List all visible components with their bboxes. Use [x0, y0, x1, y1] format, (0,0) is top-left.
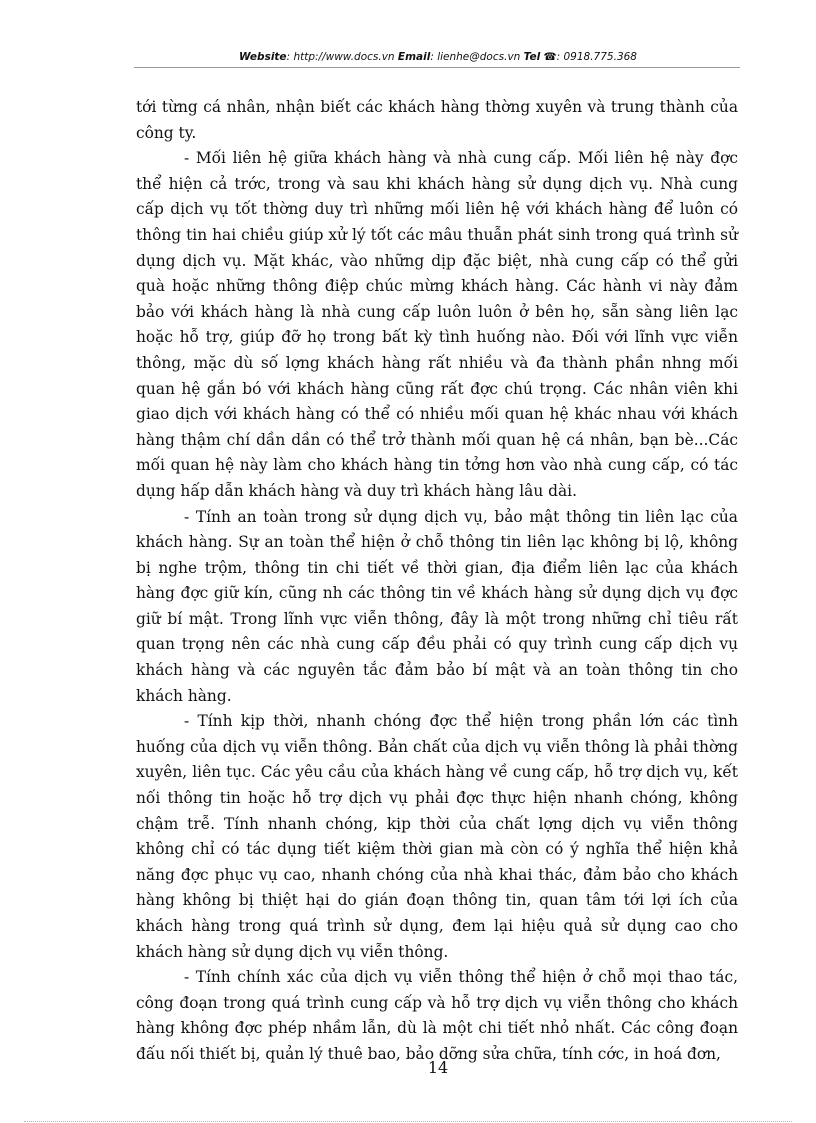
- page-header: [136, 50, 740, 64]
- document-body: [136, 95, 738, 1068]
- paragraph-customer-relationship: - Mối liên hệ giữa khách hàng và nhà cung cấp. Mối liên hệ này đợc thể hiện cả trớc, trong và sau khi khách hàng sử dụng dịch vụ. Nhà cung cấp dịch vụ tốt thờng duy trì những mối liên hệ với khách hàng để luôn có thông tin hai chiều giúp xử lý tốt các mâu thuẫn phát sinh trong quá trình sử dụng dịch vụ. Mặt khác, vào những dịp đặc biệt, nhà cung cấp có thể gửi quà hoặc những thông điệp chúc mừng khách hàng. Các hành vi này đảm bảo với khách hàng là nhà cung cấp luôn luôn ở bên họ, sẵn sàng liên lạc hoặc hỗ trợ, giúp đỡ họ trong bất kỳ tình huống nào. Đối với lĩnh vực viễn thông, mặc dù số lợng khách hàng rất nhiều và đa thành phần nhng mối quan hệ gắn bó với khách hàng cũng rất đợc chú trọng. Các nhân viên khi giao dịch với khách hàng có thể có nhiều mối quan hệ khác nhau với khách hàng thậm chí dần dần có thể trở thành mối quan hệ cá nhân, bạn bè...Các mối quan hệ này làm cho khách hàng tin tởng hơn vào nhà cung cấp, có tác dụng hấp dẫn khách hàng và duy trì khách hàng lâu dài.: [136, 149, 738, 500]
- email-label: Email: [397, 51, 431, 63]
- tel-label: Tel: [523, 51, 541, 63]
- paragraph-continuation: tới từng cá nhân, nhận biết các khách hàng thờng xuyên và trung thành của công ty.: [136, 98, 738, 142]
- page-number: 14: [427, 1058, 449, 1077]
- header-divider: [134, 67, 740, 68]
- footer-divider: [24, 1121, 792, 1122]
- website-url: : http://www.docs.vn: [286, 51, 395, 63]
- paragraph-timeliness: - Tính kịp thời, nhanh chóng đợc thể hiện trong phần lớn các tình huống của dịch vụ viễn thông. Bản chất của dịch vụ viễn thông là phải thờng xuyên, liên tục. Các yêu cầu của khách hàng về cung cấp, hỗ trợ dịch vụ, kết nối thông tin hoặc hỗ trợ dịch vụ phải đợc thực hiện nhanh chóng, không chậm trễ. Tính nhanh chóng, kịp thời của chất lợng dịch vụ viễn thông không chỉ có tác dụng tiết kiệm thời gian mà còn có ý nghĩa thể hiện khả năng đợc phục vụ cao, nhanh chóng của nhà khai thác, đảm bảo cho khách hàng không bị thiệt hại do gián đoạn thông tin, quan tâm tới lợi ích của khách hàng trong quá trình sử dụng, đem lại hiệu quả sử dụng cao cho khách hàng sử dụng dịch vụ viễn thông.: [136, 712, 738, 961]
- website-label: Website: [239, 51, 287, 63]
- email-address: : lienhe@docs.vn: [430, 51, 521, 63]
- paragraph-accuracy: - Tính chính xác của dịch vụ viễn thông thể hiện ở chỗ mọi thao tác, công đoạn trong quá trình cung cấp và hỗ trợ dịch vụ viễn thông cho khách hàng không đợc phép nhầm lẫn, dù là một chi tiết nhỏ nhất. Các công đoạn đấu nối thiết bị, quản lý thuê bao, bảo dỡng sửa chữa, tính cớc, in hoá đơn,: [136, 968, 738, 1063]
- phone-icon: ☎: [543, 51, 557, 63]
- paragraph-safety-security: - Tính an toàn trong sử dụng dịch vụ, bảo mật thông tin liên lạc của khách hàng. Sự an toàn thể hiện ở chỗ thông tin liên lạc không bị lộ, không bị nghe trộm, thông tin chi tiết về thời gian, địa điểm liên lạc của khách hàng đợc giữ kín, cũng nh các thông tin về khách hàng sử dụng dịch vụ đợc giữ bí mật. Trong lĩnh vực viễn thông, đây là một trong những chỉ tiêu rất quan trọng nên các nhà cung cấp đều phải có quy trình cung cấp dịch vụ khách hàng và các nguyên tắc đảm bảo bí mật và an toàn thông tin cho khách hàng.: [136, 507, 738, 705]
- tel-number: : 0918.775.368: [556, 51, 637, 63]
